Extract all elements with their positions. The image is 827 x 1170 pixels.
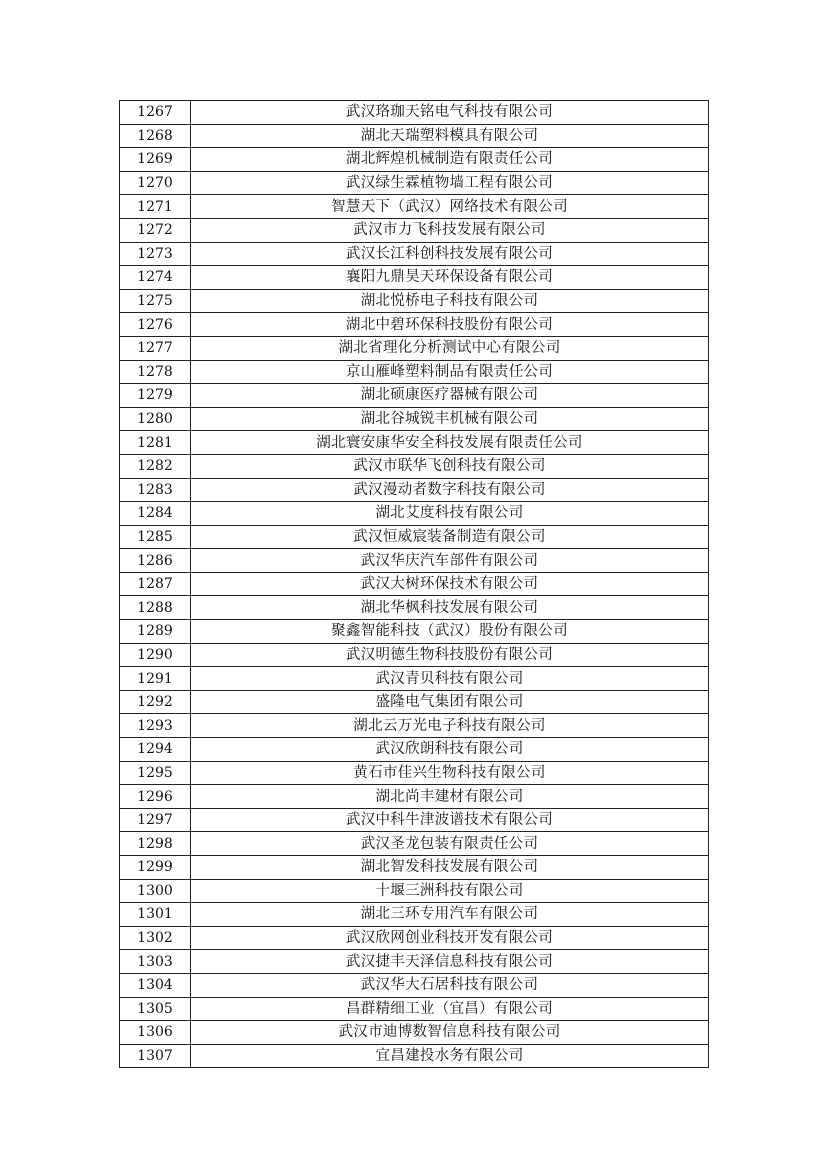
row-number-cell: 1275: [120, 289, 191, 313]
company-name-cell: 昌群精细工业（宜昌）有限公司: [191, 997, 709, 1021]
row-number-cell: 1269: [120, 148, 191, 172]
row-number-cell: 1304: [120, 973, 191, 997]
table-row: [120, 808, 709, 832]
table-row: [120, 572, 709, 596]
table-row: [120, 360, 709, 384]
table-row: [120, 1044, 709, 1068]
table-row: [120, 950, 709, 974]
company-name-cell: 湖北尚丰建材有限公司: [191, 785, 709, 809]
company-name-cell: 武汉大树环保技术有限公司: [191, 572, 709, 596]
table-row: [120, 549, 709, 573]
company-name-cell: 武汉捷丰天泽信息科技有限公司: [191, 950, 709, 974]
table-row: [120, 171, 709, 195]
company-name-cell: 武汉欣朗科技有限公司: [191, 738, 709, 762]
company-name-cell: 武汉华庆汽车部件有限公司: [191, 549, 709, 573]
row-number-cell: 1285: [120, 525, 191, 549]
row-number-cell: 1268: [120, 124, 191, 148]
company-name-cell: 武汉市迪博数智信息科技有限公司: [191, 1021, 709, 1045]
row-number-cell: 1291: [120, 667, 191, 691]
table-row: [120, 431, 709, 455]
table-row: [120, 454, 709, 478]
table-row: [120, 1021, 709, 1045]
row-number-cell: 1295: [120, 761, 191, 785]
row-number-cell: 1283: [120, 478, 191, 502]
row-number-cell: 1294: [120, 738, 191, 762]
company-name-cell: 宜昌建投水务有限公司: [191, 1044, 709, 1068]
table-row: [120, 195, 709, 219]
company-name-cell: 十堰三洲科技有限公司: [191, 879, 709, 903]
row-number-cell: 1300: [120, 879, 191, 903]
row-number-cell: 1280: [120, 407, 191, 431]
table-row: [120, 596, 709, 620]
company-name-cell: 盛隆电气集团有限公司: [191, 690, 709, 714]
table-row: [120, 101, 709, 125]
row-number-cell: 1273: [120, 242, 191, 266]
row-number-cell: 1286: [120, 549, 191, 573]
company-name-cell: 湖北三环专用汽车有限公司: [191, 903, 709, 927]
table-row: [120, 478, 709, 502]
row-number-cell: 1279: [120, 384, 191, 408]
table-row: [120, 785, 709, 809]
table-row: [120, 218, 709, 242]
table-row: [120, 667, 709, 691]
row-number-cell: 1290: [120, 643, 191, 667]
company-name-cell: 武汉圣龙包装有限责任公司: [191, 832, 709, 856]
company-name-cell: 武汉市力飞科技发展有限公司: [191, 218, 709, 242]
table-body: [120, 101, 709, 1068]
table-row: [120, 313, 709, 337]
company-name-cell: 武汉华大石居科技有限公司: [191, 973, 709, 997]
company-name-cell: 湖北谷城锐丰机械有限公司: [191, 407, 709, 431]
company-name-cell: 黄石市佳兴生物科技有限公司: [191, 761, 709, 785]
table-row: [120, 643, 709, 667]
row-number-cell: 1281: [120, 431, 191, 455]
company-name-cell: 武汉明德生物科技股份有限公司: [191, 643, 709, 667]
row-number-cell: 1284: [120, 502, 191, 526]
company-name-cell: 武汉市联华飞创科技有限公司: [191, 454, 709, 478]
company-name-cell: 武汉珞珈天铭电气科技有限公司: [191, 101, 709, 125]
row-number-cell: 1276: [120, 313, 191, 337]
row-number-cell: 1278: [120, 360, 191, 384]
company-name-cell: 武汉恒威宸装备制造有限公司: [191, 525, 709, 549]
table-row: [120, 903, 709, 927]
company-name-cell: 京山雁峰塑料制品有限责任公司: [191, 360, 709, 384]
company-name-cell: 湖北悦桥电子科技有限公司: [191, 289, 709, 313]
row-number-cell: 1288: [120, 596, 191, 620]
row-number-cell: 1282: [120, 454, 191, 478]
company-name-cell: 武汉中科牛津波谱技术有限公司: [191, 808, 709, 832]
row-number-cell: 1305: [120, 997, 191, 1021]
company-name-cell: 武汉青贝科技有限公司: [191, 667, 709, 691]
row-number-cell: 1307: [120, 1044, 191, 1068]
row-number-cell: 1293: [120, 714, 191, 738]
table-row: [120, 761, 709, 785]
company-name-cell: 武汉漫动者数字科技有限公司: [191, 478, 709, 502]
company-list-table: [119, 100, 709, 1068]
table-row: [120, 289, 709, 313]
company-name-cell: 聚鑫智能科技（武汉）股份有限公司: [191, 620, 709, 644]
company-name-cell: 湖北中碧环保科技股份有限公司: [191, 313, 709, 337]
row-number-cell: 1306: [120, 1021, 191, 1045]
table-row: [120, 148, 709, 172]
company-name-cell: 武汉欣网创业科技开发有限公司: [191, 926, 709, 950]
table-row: [120, 266, 709, 290]
row-number-cell: 1297: [120, 808, 191, 832]
table-row: [120, 336, 709, 360]
row-number-cell: 1299: [120, 856, 191, 880]
table-row: [120, 407, 709, 431]
company-name-cell: 襄阳九鼎昊天环保设备有限公司: [191, 266, 709, 290]
row-number-cell: 1296: [120, 785, 191, 809]
row-number-cell: 1271: [120, 195, 191, 219]
table-row: [120, 714, 709, 738]
row-number-cell: 1298: [120, 832, 191, 856]
company-name-cell: 湖北硕康医疗器械有限公司: [191, 384, 709, 408]
row-number-cell: 1272: [120, 218, 191, 242]
table-row: [120, 738, 709, 762]
table-row: [120, 856, 709, 880]
row-number-cell: 1302: [120, 926, 191, 950]
company-name-cell: 湖北寰安康华安全科技发展有限责任公司: [191, 431, 709, 455]
company-name-cell: 湖北艾度科技有限公司: [191, 502, 709, 526]
table-row: [120, 832, 709, 856]
table-row: [120, 879, 709, 903]
row-number-cell: 1303: [120, 950, 191, 974]
row-number-cell: 1277: [120, 336, 191, 360]
table-row: [120, 242, 709, 266]
table-row: [120, 124, 709, 148]
company-name-cell: 武汉绿生霖植物墙工程有限公司: [191, 171, 709, 195]
table-row: [120, 502, 709, 526]
company-name-cell: 湖北智发科技发展有限公司: [191, 856, 709, 880]
row-number-cell: 1274: [120, 266, 191, 290]
row-number-cell: 1270: [120, 171, 191, 195]
row-number-cell: 1289: [120, 620, 191, 644]
company-name-cell: 湖北华枫科技发展有限公司: [191, 596, 709, 620]
company-name-cell: 湖北天瑞塑料模具有限公司: [191, 124, 709, 148]
table-row: [120, 926, 709, 950]
row-number-cell: 1301: [120, 903, 191, 927]
company-name-cell: 湖北辉煌机械制造有限责任公司: [191, 148, 709, 172]
row-number-cell: 1292: [120, 690, 191, 714]
table-row: [120, 620, 709, 644]
table-row: [120, 690, 709, 714]
company-name-cell: 武汉长江科创科技发展有限公司: [191, 242, 709, 266]
table-row: [120, 384, 709, 408]
row-number-cell: 1267: [120, 101, 191, 125]
table-row: [120, 973, 709, 997]
company-name-cell: 湖北云万光电子科技有限公司: [191, 714, 709, 738]
table-row: [120, 997, 709, 1021]
company-name-cell: 湖北省理化分析测试中心有限公司: [191, 336, 709, 360]
table-row: [120, 525, 709, 549]
row-number-cell: 1287: [120, 572, 191, 596]
company-name-cell: 智慧天下（武汉）网络技术有限公司: [191, 195, 709, 219]
